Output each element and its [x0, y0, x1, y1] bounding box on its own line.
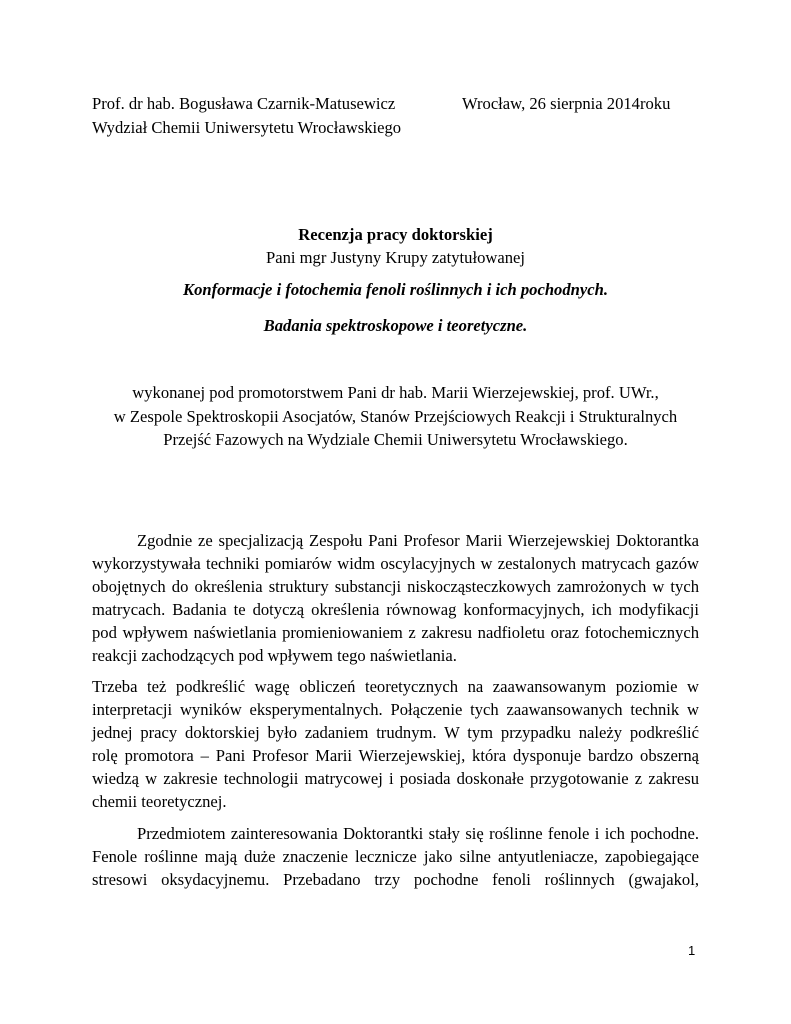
paragraph-3-line: stresowi oksydacyjnemu. Przebadano trzy pochodne fenoli roślinnych (gwajakol, [92, 870, 699, 889]
thesis-title-line-2: Badania spektroskopowe i teoretyczne. [263, 316, 528, 335]
paragraph-3 [92, 822, 699, 891]
supervision-line-3: Przejść Fazowych na Wydziale Chemii Uniwersytetu Wrocławskiego. [163, 430, 628, 449]
place-date: Wrocław, 26 sierpnia 2014roku [462, 94, 671, 113]
paragraph-2-line: chemii teoretycznej. [92, 792, 227, 811]
review-heading: Recenzja pracy doktorskiej [298, 225, 493, 244]
supervision-line-1: wykonanej pod promotorstwem Pani dr hab. Marii Wierzejewskiej, prof. UWr., [132, 383, 659, 402]
author-name: Prof. dr hab. Bogusława Czarnik-Matusewicz [92, 94, 396, 113]
page-number: 1 [688, 943, 696, 958]
paragraph-3-line: Fenole roślinne mają duże znaczenie lecznicze jako silne antyutleniacze, zapobiegające [92, 847, 699, 866]
supervision-line-2: w Zespole Spektroskopii Asocjatów, Stanów Przejściowych Reakcji i Strukturalnych [113, 407, 678, 426]
paragraph-1-line: matrycach. Badania te dotyczą określenia równowag konformacyjnych, ich modyfikacji [92, 600, 699, 619]
review-subheading: Pani mgr Justyny Krupy zatytułowanej [265, 248, 525, 267]
paragraph-2 [92, 675, 699, 813]
paragraph-2-line: wiedzą w zakresie technologii matrycowej i posiada doskonałe przygotowanie z zakresu [92, 769, 699, 788]
paragraph-2-line: jednej pracy doktorskiej było zadaniem trudnym. W tym przypadku należy podkreślić [92, 723, 699, 742]
paragraph-2-line: interpretacji wyników eksperymentalnych. Połączenie tych zaawansowanych technik w [92, 700, 699, 719]
paragraph-1-line: Zgodnie ze specjalizacją Zespołu Pani Profesor Marii Wierzejewskiej Doktorantka [137, 531, 699, 550]
paragraph-3-line: Przedmiotem zainteresowania Doktorantki stały się roślinne fenole i ich pochodne. [137, 824, 699, 843]
thesis-title-line-1: Konformacje i fotochemia fenoli roślinnych i ich pochodnych. [183, 280, 608, 299]
paragraph-1-line: reakcji zachodzących pod wpływem tego naświetlania. [92, 646, 457, 665]
paragraph-1-line: wykorzystywała techniki pomiarów widm oscylacyjnych w zestalonych matrycach gazów [92, 554, 699, 573]
paragraph-1-line: pod wpływem naświetlania promieniowaniem z zakresu nadfioletu oraz fotochemicznych [92, 623, 699, 642]
faculty-name: Wydział Chemii Uniwersytetu Wrocławskiego [92, 118, 402, 137]
paragraph-1-line: obojętnych do określenia struktury substancji niskocząsteczkowych zamrożonych w tych [92, 577, 699, 596]
paragraph-2-line: rolę promotora – Pani Profesor Marii Wierzejewskiej, która dysponuje bardzo obszerną [92, 746, 699, 765]
paragraph-1 [92, 529, 699, 667]
paragraph-2-line: Trzeba też podkreślić wagę obliczeń teoretycznych na zaawansowanym poziomie w [92, 677, 699, 696]
